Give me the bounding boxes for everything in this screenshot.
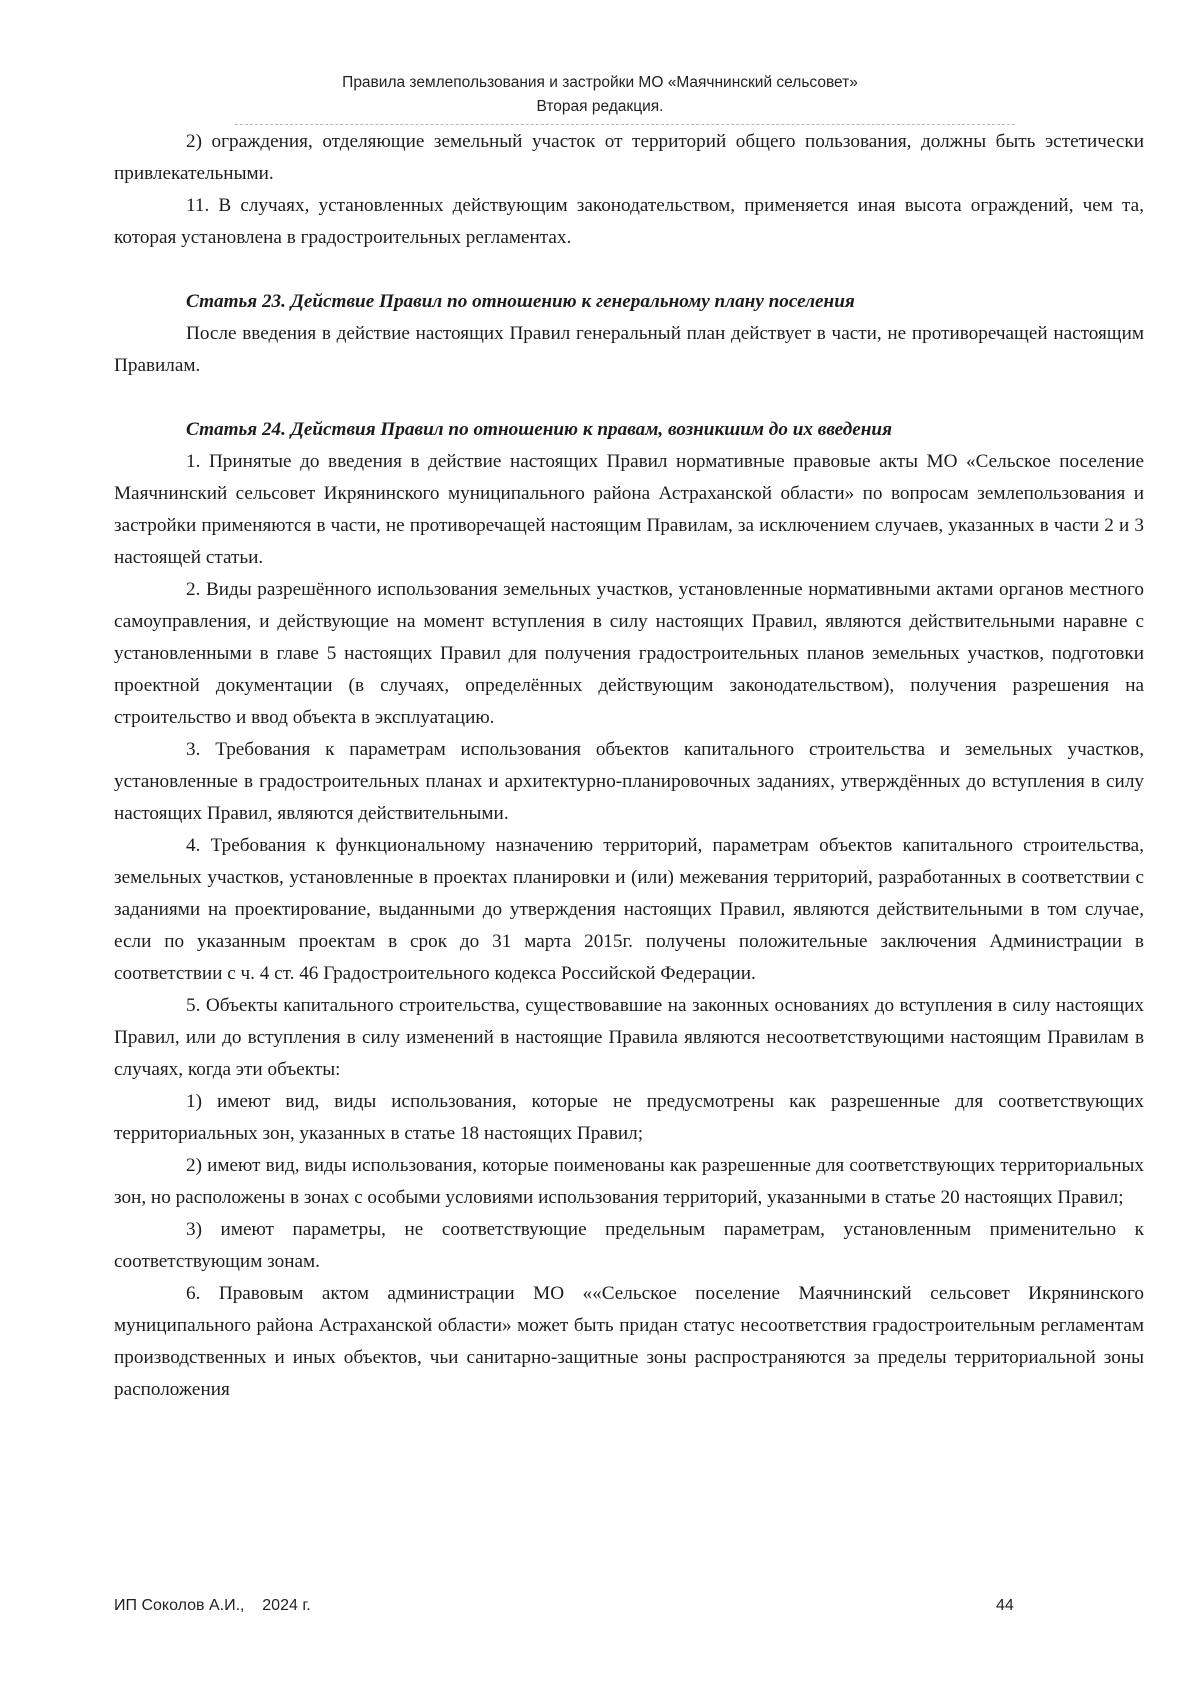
paragraph: 2) ограждения, отделяющие земельный участок от территорий общего пользования, должны быть эстетически привлекательными. [114,131,1144,184]
document-body [114,126,1144,1406]
paragraph: 6. Правовым актом администрации МО ««Сельское поселение Маячнинский сельсовет Икрянинского муниципального района Астраханской области» может быть придан статус несоответствия градостроительным регламентам производственных и иных объектов, чьи санитарно-защитные зоны распространяются за пределы территориальной зоны расположения [114,1283,1144,1400]
header-edition: Вторая редакция. [536,98,664,115]
paragraph: 11. В случаях, установленных действующим законодательством, применяется иная высота ограждений, чем та, которая установлена в градостроительных регламентах. [114,195,1144,248]
paragraph: 3. Требования к параметрам использования объектов капитального строительства и земельных участков, установленные в градостроительных планах и архитектурно-планировочных заданиях, утверждённых до вступления в силу настоящих Правил, являются действительными. [114,739,1144,824]
article-heading: Статья 24. Действия Правил по отношению к правам, возникшим до их введения [186,419,892,440]
list-item: 3) имеют параметры, не соответствующие предельным параметрам, установленным применительно к соответствующим зонам. [114,1219,1144,1272]
header-divider [235,124,1015,125]
list-item: 2) имеют вид, виды использования, которые поименованы как разрешенные для соответствующих территориальных зон, но расположены в зонах с особыми условиями использования территорий, указанными в статье 20 настоящих Правил; [114,1155,1144,1208]
list-item: 1) имеют вид, виды использования, которые не предусмотрены как разрешенные для соответствующих территориальных зон, указанных в статье 18 настоящих Правил; [114,1091,1144,1144]
blank-line [114,254,1144,286]
article-heading: Статья 23. Действие Правил по отношению к генеральному плану поселения [186,291,855,312]
blank-line [114,382,1144,414]
paragraph: 5. Объекты капитального строительства, существовавшие на законных основаниях до вступления в силу настоящих Правил, или до вступления в силу изменений в настоящие Правила являются несоответствующими настоящим Правилам в случаях, когда эти объекты: [114,995,1144,1080]
header-title: Правила землепользования и застройки МО «Маячнинский сельсовет» [342,74,858,91]
running-header [0,71,1200,119]
paragraph: После введения в действие настоящих Правил генеральный план действует в части, не противоречащей настоящим Правилам. [114,323,1144,376]
paragraph: 4. Требования к функциональному назначению территорий, параметрам объектов капитального строительства, земельных участков, установленные в проектах планировки и (или) межевания территорий, разработанных в соответствии с заданиями на проектирование, выданными до утверждения настоящих Правил, являются действительными в том случае, если по указанным проектам в срок до 31 марта 2015г. получены положительные заключения Администрации в соответствии с ч. 4 ст. 46 Градостроительного кодекса Российской Федерации. [114,835,1144,984]
page-number: 44 [996,1597,1014,1614]
paragraph: 2. Виды разрешённого использования земельных участков, установленные нормативными актами органов местного самоуправления, и действующие на момент вступления в силу настоящих Правил, являются действительными наравне с установленными в главе 5 настоящих Правил для получения градостроительных планов земельных участков, подготовки проектной документации (в случаях, определённых действующим законодательством), получения разрешения на строительство и ввод объекта в эксплуатацию. [114,579,1144,728]
footer-author: ИП Соколов А.И., 2024 г. [114,1597,311,1614]
paragraph: 1. Принятые до введения в действие настоящих Правил нормативные правовые акты МО «Сельское поселение Маячнинский сельсовет Икрянинского муниципального района Астраханской области» по вопросам землепользования и застройки применяются в части, не противоречащей настоящим Правилам, за исключением случаев, указанных в части 2 и 3 настоящей статьи. [114,451,1144,568]
